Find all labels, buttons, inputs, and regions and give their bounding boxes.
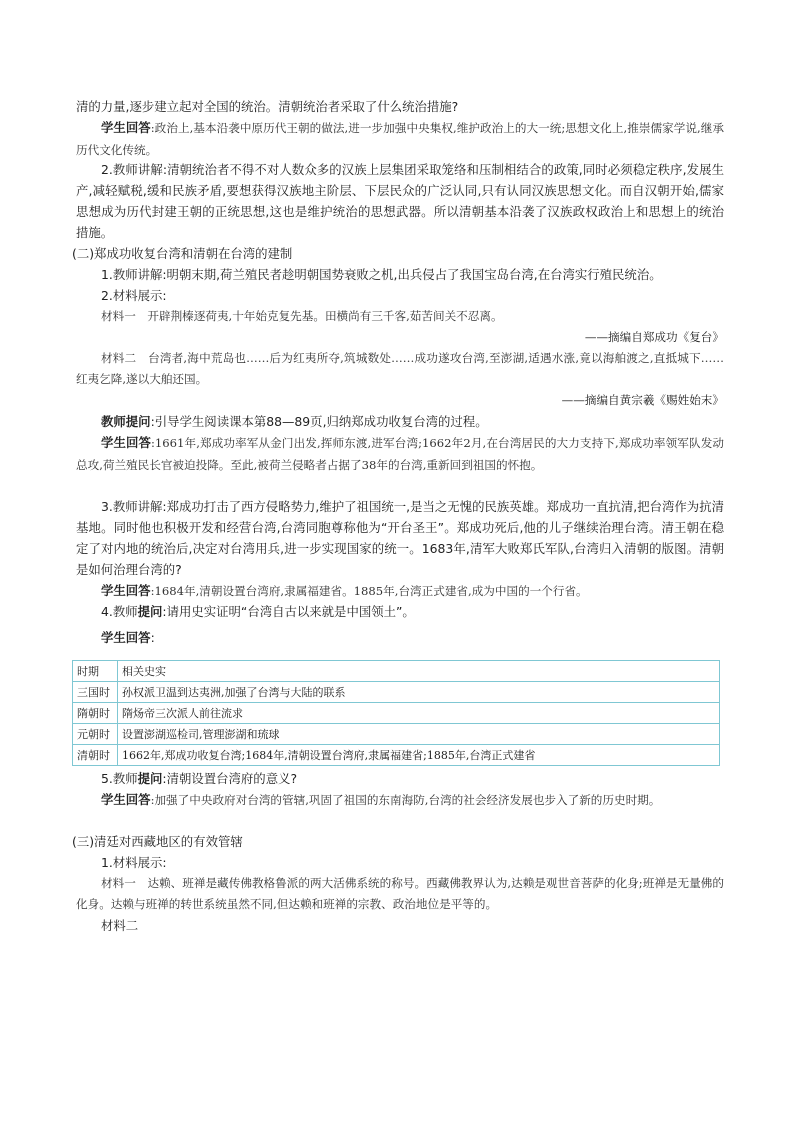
table-header-row [73, 661, 720, 682]
table-cell-period: 元朝时 [73, 724, 118, 745]
paragraph-teacher-question-2 [76, 601, 724, 622]
teacher-question-text: :请用史实证明“台湾自古以来就是中国领土”。 [162, 604, 415, 619]
table-cell-period: 隋朝时 [73, 703, 118, 724]
student-answer-text: :加强了中央政府对台湾的管辖,巩固了祖国的东南海防,台湾的社会经济发展也步入了新的历史时期。 [150, 793, 661, 807]
material-two-text: 材料二 台湾者,海中荒岛也……后为红夷所夺,筑城数处……成功遂攻台湾,至澎湖,适遇水涨,竟以海舶渡之,直抵城下……红夷乞降,遂以大舶还国。 [76, 351, 724, 386]
student-answer-label: 学生回答 [101, 630, 151, 645]
history-facts-table [72, 660, 720, 766]
material-three-text: 材料一 达赖、班禅是藏传佛教格鲁派的两大活佛系统的称号。西藏佛教界认为,达赖是观世音菩萨的化身;班禅是无量佛的化身。达赖与班禅的转世系统虽然不同,但达赖和班禅的宗教、政治地位是平等的。 [76, 876, 724, 911]
material-one-text: 材料一 开辟荆榛逐荷夷,十年始克复先基。田横尚有三千客,茹苦间关不忍离。 [101, 309, 503, 323]
student-answer-text: :1661年,郑成功率军从金门出发,挥师东渡,进军台湾;1662年2月,在台湾居民的大力支持下,郑成功率领军队发动总攻,荷兰殖民长官被迫投降。至此,被荷兰侵略者占据了38年的台湾,重新回到祖国的怀抱。 [76, 436, 724, 472]
material-two-source: ——摘编自黄宗羲《赐姓始末》 [561, 393, 724, 407]
table-cell-period: 清朝时 [73, 745, 118, 766]
paragraph-student-answer-3 [76, 580, 724, 602]
student-answer-label: 学生回答 [101, 792, 151, 807]
table-row [73, 745, 720, 766]
student-answer-label: 学生回答 [101, 120, 151, 135]
paragraph-student-answer-1 [76, 117, 724, 161]
table-cell-facts: 1662年,郑成功收复台湾;1684年,清朝设置台湾府,隶属福建省;1885年,台湾正式建省 [118, 745, 720, 766]
material-one-source: ——摘编自郑成功《复台》 [584, 330, 724, 344]
teacher-question-label: 教师提问 [101, 414, 151, 429]
paragraph-student-answer-4 [76, 627, 724, 648]
table-row [73, 703, 720, 724]
paragraph-student-answer-5 [76, 789, 724, 811]
paragraph-teacher-question-1 [76, 411, 724, 432]
table-header-facts: 相关史实 [118, 661, 720, 682]
table-cell-facts: 设置澎湖巡检司,管理澎湖和琉球 [118, 724, 720, 745]
question-number: 4.教师 [101, 604, 138, 619]
table-row [73, 724, 720, 745]
student-answer-text: :政治上,基本沿袭中原历代王朝的做法,进一步加强中央集权,维护政治上的大一统;思想文化上,推崇儒家学说,继承历代文化传统。 [76, 121, 725, 157]
paragraph-student-answer-2 [76, 432, 724, 476]
material-four-label: 材料二 [101, 918, 139, 933]
paragraph-teacher-question-3 [76, 768, 724, 789]
paragraph-teacher-explain-2: 2.教师讲解:清朝统治者不得不对人数众多的汉族上层集团采取笼络和压制相结合的政策,同时必须稳定秩序,发展生产,减轻赋税,缓和民族矛盾,要想获得汉族地主阶层、下层民众的广泛认同,只有认同汉族思想文化。而自汉朝开始,儒家思想成为历代封建王朝的正统思想,这也是维护统治的思想武器。所以清朝基本沿袭了汉族政权政治上和思想上的统治措施。 [76, 162, 724, 240]
table-cell-facts: 隋炀帝三次派人前往流求 [118, 703, 720, 724]
student-answer-label: 学生回答 [101, 583, 151, 598]
student-answer-text: : [150, 630, 155, 645]
teacher-question-text: :引导学生阅读课本第88—89页,归纳郑成功收复台湾的过程。 [150, 414, 488, 429]
section-heading-tibet: (三)清廷对西藏地区的有效管辖 [72, 834, 243, 849]
student-answer-label: 学生回答 [101, 435, 151, 450]
table-row [73, 682, 720, 703]
table-cell-period: 三国时 [73, 682, 118, 703]
teacher-question-label: 提问 [137, 604, 163, 619]
table-cell-facts: 孙权派卫温到达夷洲,加强了台湾与大陆的联系 [118, 682, 720, 703]
teacher-question-label: 提问 [137, 771, 163, 786]
paragraph-material-show-2: 1.材料展示: [101, 855, 167, 870]
paragraph-material-show: 2.材料展示: [101, 288, 167, 303]
paragraph-teacher-explain-3: 3.教师讲解:郑成功打击了西方侵略势力,维护了祖国统一,是当之无愧的民族英雄。郑成功一直抗清,把台湾作为抗清基地。同时他也积极开发和经营台湾,台湾同胞尊称他为“开台圣王”。郑成功死后,他的儿子继续治理台湾。清王朝在稳定了对内地的统治后,决定对台湾用兵,进一步实现国家的统一。1683年,清军大败郑氏军队,台湾归入清朝的版图。清朝是如何治理台湾的? [76, 499, 724, 577]
question-number: 5.教师 [101, 771, 138, 786]
table-header-period: 时期 [73, 661, 118, 682]
paragraph-teacher-explain-taiwan: 1.教师讲解:明朝末期,荷兰殖民者趁明朝国势衰败之机,出兵侵占了我国宝岛台湾,在台湾实行殖民统治。 [101, 267, 662, 282]
paragraph-question-qing-rule: 清的力量,逐步建立起对全国的统治。清朝统治者采取了什么统治措施? [76, 99, 459, 114]
student-answer-text: :1684年,清朝设置台湾府,隶属福建省。1885年,台湾正式建省,成为中国的一个行省。 [150, 584, 588, 598]
teacher-question-text: :清朝设置台湾府的意义? [162, 771, 298, 786]
section-heading-taiwan: (二)郑成功收复台湾和清朝在台湾的建制 [72, 246, 293, 261]
